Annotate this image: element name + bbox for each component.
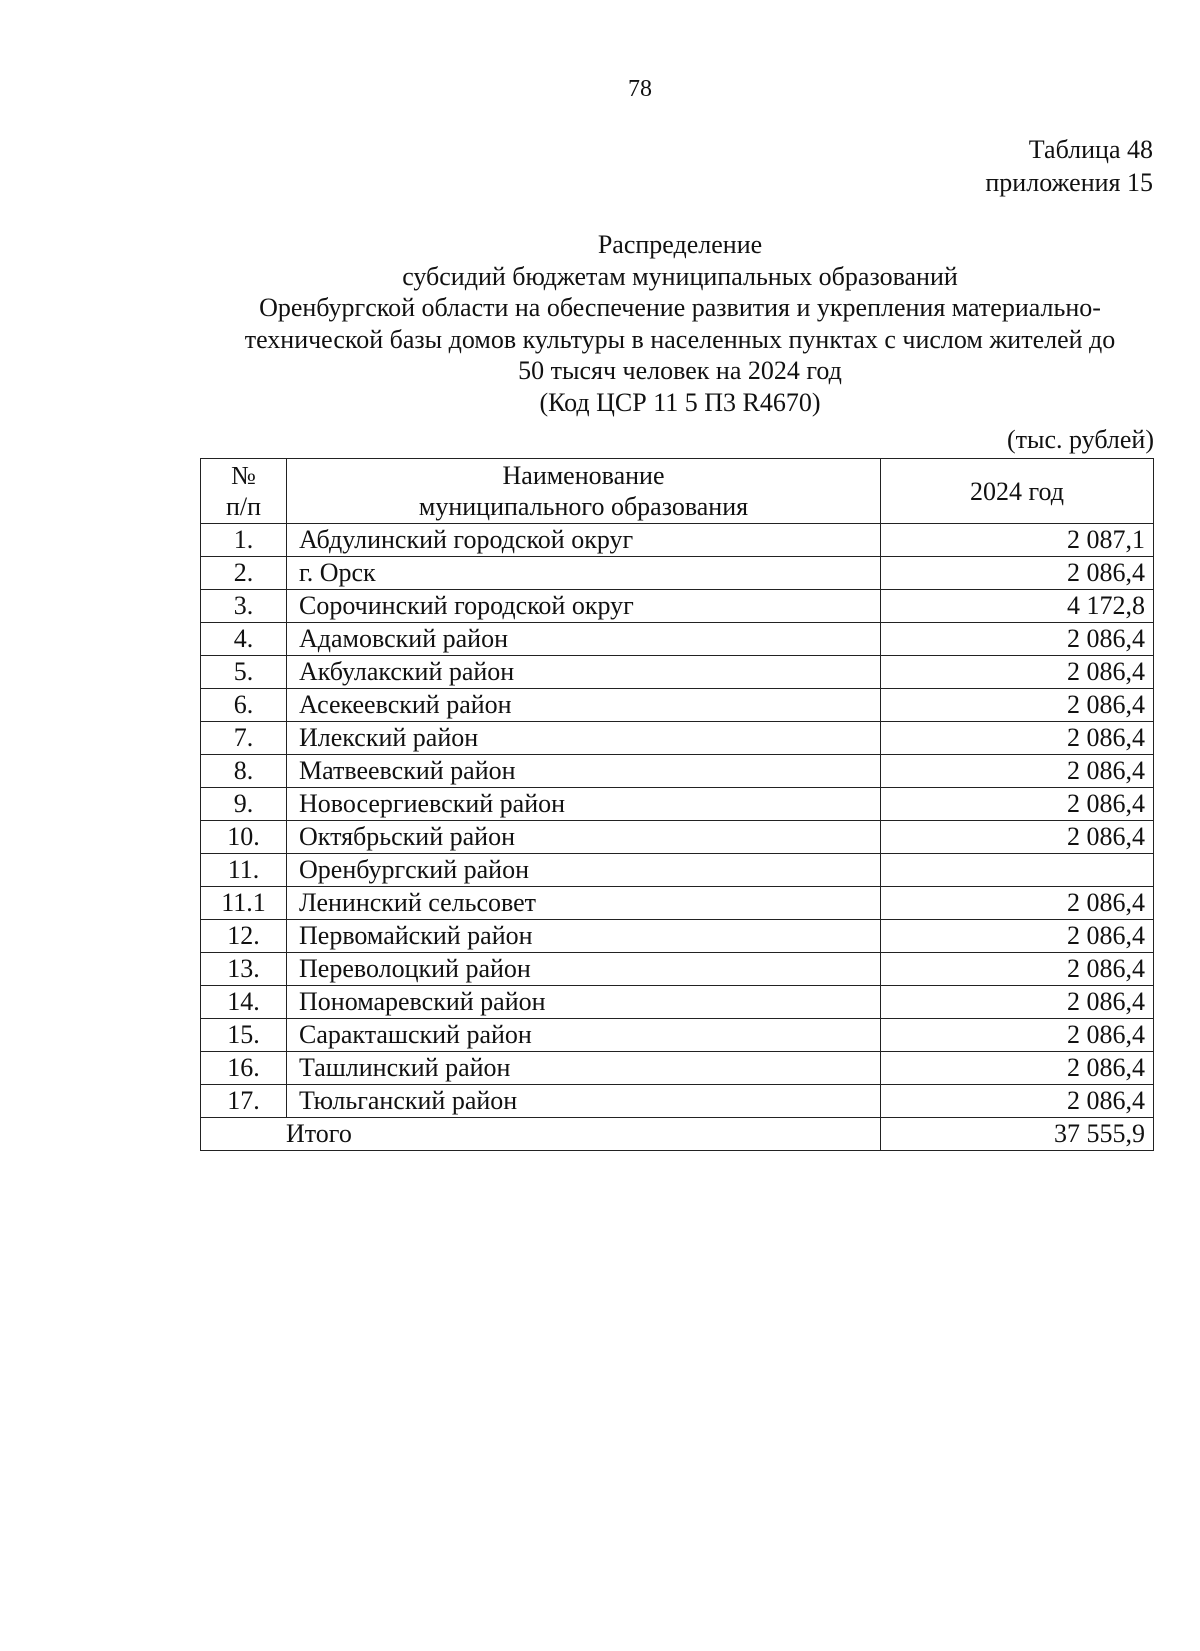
subsidy-value: 2 086,4 [881, 1085, 1154, 1118]
table-reference [985, 133, 1153, 199]
row-number: 10. [201, 821, 287, 854]
municipality-name: г. Орск [287, 557, 881, 590]
municipality-name: Оренбургский район [287, 854, 881, 887]
municipality-name: Первомайский район [287, 920, 881, 953]
row-number: 7. [201, 722, 287, 755]
subsidy-value: 2 086,4 [881, 821, 1154, 854]
subsidy-value: 2 086,4 [881, 722, 1154, 755]
units-label: (тыс. рублей) [1006, 425, 1154, 454]
header-name-line-2: муниципального образования [418, 492, 749, 521]
table-row [201, 887, 1154, 920]
subsidy-value: 2 086,4 [881, 986, 1154, 1019]
row-number: 6. [201, 689, 287, 722]
row-number: 17. [201, 1085, 287, 1118]
table-row [201, 854, 1154, 887]
document-title [190, 229, 1170, 418]
total-row [201, 1118, 1154, 1151]
table-row [201, 623, 1154, 656]
subsidy-value [881, 854, 1154, 887]
municipality-name: Пономаревский район [287, 986, 881, 1019]
subsidy-value: 2 086,4 [881, 788, 1154, 821]
subsidy-value: 2 086,4 [881, 656, 1154, 689]
table-row [201, 689, 1154, 722]
header-name [287, 459, 881, 524]
header-year: 2024 год [881, 459, 1154, 524]
municipality-name: Адамовский район [287, 623, 881, 656]
subsidy-value: 2 086,4 [881, 953, 1154, 986]
municipality-name: Новосергиевский район [287, 788, 881, 821]
subsidy-value: 4 172,8 [881, 590, 1154, 623]
municipality-name: Тюльганский район [287, 1085, 881, 1118]
table-header-row [201, 459, 1154, 524]
row-number: 13. [201, 953, 287, 986]
municipality-name: Асекеевский район [287, 689, 881, 722]
municipality-name: Сорочинский городской округ [287, 590, 881, 623]
municipality-name: Акбулакский район [287, 656, 881, 689]
title-line-6: (Код ЦСР 11 5 П3 R4670) [539, 387, 821, 417]
table-row [201, 920, 1154, 953]
header-number [201, 459, 287, 524]
table-row [201, 1019, 1154, 1052]
table-row [201, 557, 1154, 590]
title-line-2: субсидий бюджетам муниципальных образований [402, 261, 958, 291]
row-number: 14. [201, 986, 287, 1019]
row-number: 16. [201, 1052, 287, 1085]
municipality-name: Ташлинский район [287, 1052, 881, 1085]
row-number: 8. [201, 755, 287, 788]
subsidy-value: 2 086,4 [881, 1019, 1154, 1052]
table-row [201, 1052, 1154, 1085]
row-number: 2. [201, 557, 287, 590]
municipality-name: Октябрьский район [287, 821, 881, 854]
table-row [201, 656, 1154, 689]
subsidy-value: 2 086,4 [881, 557, 1154, 590]
municipality-name: Переволоцкий район [287, 953, 881, 986]
table-reference-line-2: приложения 15 [985, 168, 1153, 197]
row-number: 9. [201, 788, 287, 821]
total-label: Итого [201, 1118, 881, 1151]
title-line-4: технической базы домов культуры в населенных пунктах с числом жителей до [244, 324, 1116, 354]
table-row [201, 722, 1154, 755]
table-row [201, 755, 1154, 788]
subsidy-value: 2 086,4 [881, 755, 1154, 788]
municipality-name: Абдулинский городской округ [287, 524, 881, 557]
table-reference-line-1: Таблица 48 [1028, 135, 1153, 164]
header-number-line-2: п/п [225, 492, 262, 521]
table-row [201, 953, 1154, 986]
table-row [201, 986, 1154, 1019]
row-number: 1. [201, 524, 287, 557]
row-number: 11. [201, 854, 287, 887]
municipality-name: Матвеевский район [287, 755, 881, 788]
header-name-line-1: Наименование [502, 461, 665, 490]
table-row [201, 788, 1154, 821]
subsidy-value: 2 086,4 [881, 689, 1154, 722]
title-line-5: 50 тысяч человек на 2024 год [518, 356, 842, 385]
header-number-line-1: № [231, 461, 256, 490]
row-number: 11.1 [201, 887, 287, 920]
row-number: 12. [201, 920, 287, 953]
row-number: 15. [201, 1019, 287, 1052]
page-number: 78 [628, 76, 652, 102]
subsidy-value: 2 087,1 [881, 524, 1154, 557]
subsidy-value: 2 086,4 [881, 623, 1154, 656]
subsidy-value: 2 086,4 [881, 887, 1154, 920]
municipality-name: Саракташский район [287, 1019, 881, 1052]
table-row [201, 1085, 1154, 1118]
distribution-table [200, 458, 1154, 1151]
row-number: 5. [201, 656, 287, 689]
municipality-name: Илекский район [287, 722, 881, 755]
table-row [201, 590, 1154, 623]
subsidy-value: 2 086,4 [881, 1052, 1154, 1085]
municipality-name: Ленинский сельсовет [287, 887, 881, 920]
table-row [201, 821, 1154, 854]
total-value: 37 555,9 [881, 1118, 1154, 1151]
row-number: 4. [201, 623, 287, 656]
subsidy-value: 2 086,4 [881, 920, 1154, 953]
title-line-3: Оренбургской области на обеспечение развития и укрепления материально- [259, 293, 1101, 322]
table-body [201, 524, 1154, 1118]
table-row [201, 524, 1154, 557]
row-number: 3. [201, 590, 287, 623]
title-line-1: Распределение [597, 230, 763, 259]
